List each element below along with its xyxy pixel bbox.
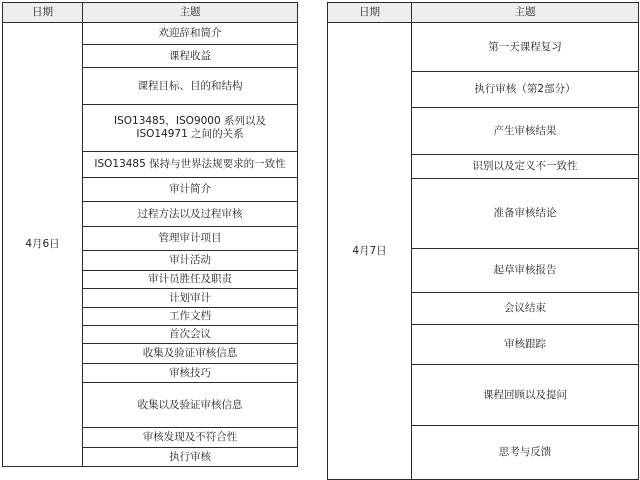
schedule-table-day1	[2, 2, 298, 467]
topic-cell: 会议结束	[412, 293, 639, 325]
topic-cell: 审计活动	[83, 251, 298, 271]
topic-cell: 课程回顾以及提问	[412, 365, 639, 426]
topic-cell: 欢迎辞和简介	[83, 23, 298, 45]
topic-cell: 过程方法以及过程审核	[83, 202, 298, 227]
header-date: 日期	[328, 3, 412, 23]
topic-cell: 收集及验证审核信息	[83, 344, 298, 364]
topic-cell: 思考与反馈	[412, 426, 639, 480]
schedule-table-day2	[327, 2, 639, 480]
date-cell-day1: 4月6日	[3, 23, 83, 467]
topic-cell: 执行审核	[83, 448, 298, 467]
date-cell-day2: 4月7日	[328, 23, 412, 480]
topic-cell: 执行审核（第2部分）	[412, 72, 639, 108]
topic-cell: 审核跟踪	[412, 325, 639, 365]
topic-cell: 课程目标、目的和结构	[83, 68, 298, 105]
topic-cell: 审计员胜任及职责	[83, 271, 298, 289]
topic-cell: 产生审核结果	[412, 108, 639, 155]
header-topic: 主题	[412, 3, 639, 23]
topic-cell: 收集以及验证审核信息	[83, 383, 298, 428]
topic-cell: 审核发现及不符合性	[83, 428, 298, 448]
topic-cell: 准备审核结论	[412, 179, 639, 249]
topic-cell: ISO13485，ISO9000 系列以及 ISO14971 之间的关系	[83, 105, 298, 152]
topic-cell: 工作文档	[83, 308, 298, 326]
topic-cell: 识别以及定义不一致性	[412, 155, 639, 179]
header-date: 日期	[3, 3, 83, 23]
topic-cell: 计划审计	[83, 289, 298, 308]
topic-cell: ISO13485 保持与世界法规要求的一致性	[83, 152, 298, 178]
topic-cell: 审计简介	[83, 178, 298, 202]
topic-cell: 第一天课程复习	[412, 23, 639, 72]
topic-cell: 审核技巧	[83, 364, 298, 383]
header-topic: 主题	[83, 3, 298, 23]
topic-cell: 课程收益	[83, 45, 298, 68]
topic-cell: 管理审计项目	[83, 227, 298, 251]
topic-cell: 起草审核报告	[412, 249, 639, 293]
topic-cell: 首次会议	[83, 326, 298, 344]
